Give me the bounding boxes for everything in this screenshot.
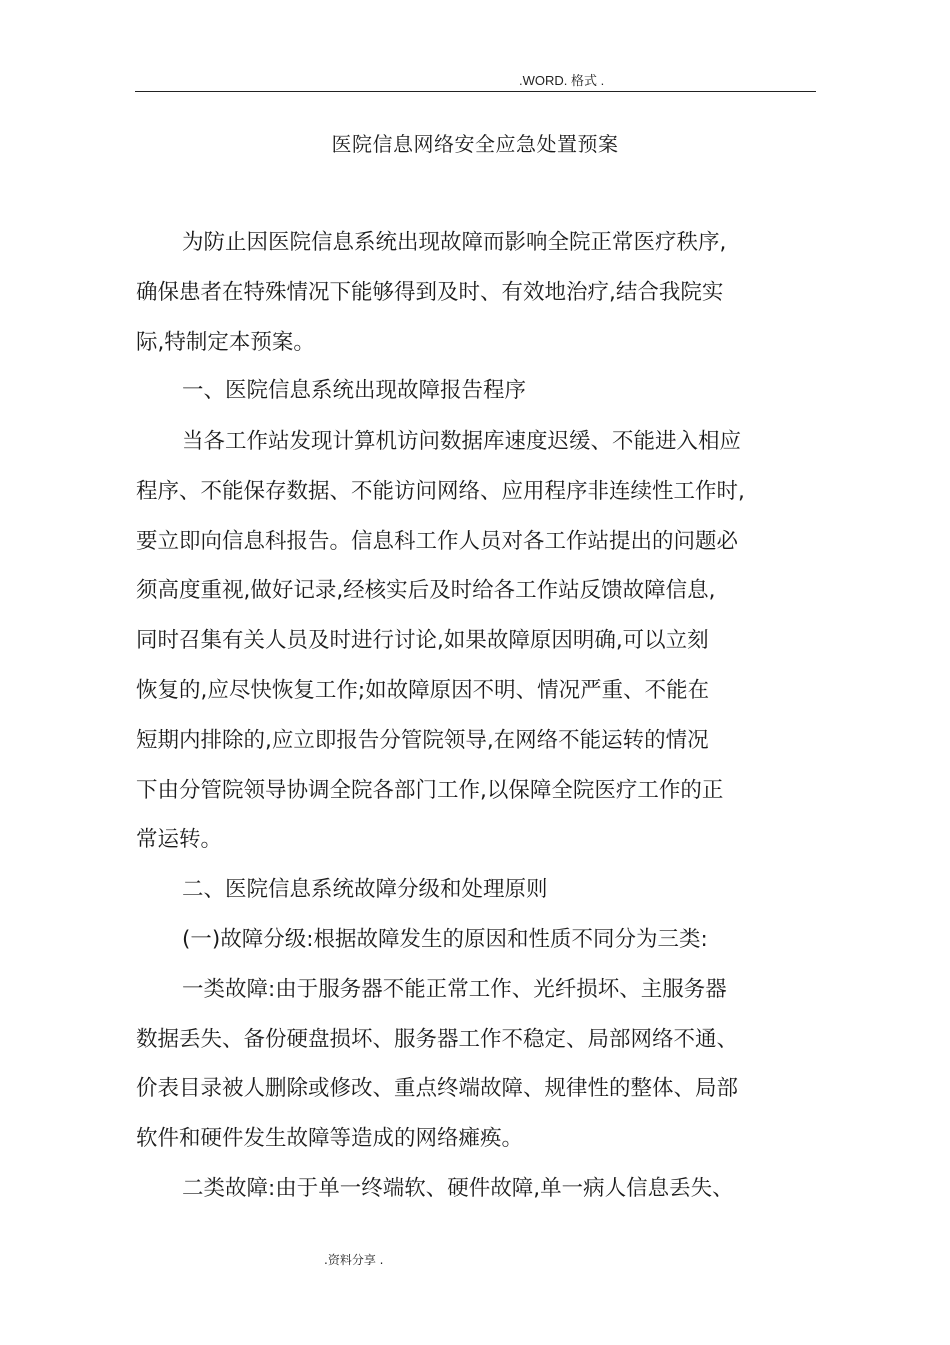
document-title: 医院信息网络安全应急处置预案 — [331, 132, 619, 156]
body-line: 际,特制定本预案。 — [136, 330, 315, 355]
body-line: 要立即向信息科报告。信息科工作人员对各工作站提出的问题必 — [136, 529, 739, 554]
body-line: 为防止因医院信息系统出现故障而影响全院正常医疗秩序, — [182, 230, 727, 255]
header-text: .WORD. 格式 . — [519, 73, 605, 88]
body-line: 当各工作站发现计算机访问数据库速度迟缓、不能进入相应 — [182, 429, 742, 454]
body-line: 短期内排除的,应立即报告分管院领导,在网络不能运转的情况 — [136, 728, 709, 753]
body-line: 价表目录被人删除或修改、重点终端故障、规律性的整体、局部 — [136, 1076, 739, 1101]
body-line: 须高度重视,做好记录,经核实后及时给各工作站反馈故障信息, — [136, 578, 716, 603]
body-line: 数据丢失、备份硬盘损坏、服务器工作不稳定、局部网络不通、 — [136, 1027, 739, 1052]
section-heading: 二、医院信息系统故障分级和处理原则 — [182, 877, 548, 902]
subsection-heading: (一)故障分级:根据故障发生的原因和性质不同分为三类: — [182, 927, 708, 952]
body-line: 程序、不能保存数据、不能访问网络、应用程序非连续性工作时, — [136, 479, 745, 504]
header-divider — [135, 91, 816, 92]
body-line: 恢复的,应尽快恢复工作;如故障原因不明、情况严重、不能在 — [136, 678, 710, 703]
section-heading: 一、医院信息系统出现故障报告程序 — [182, 378, 527, 403]
body-line: 二类故障:由于单一终端软、硬件故障,单一病人信息丢失、 — [182, 1176, 734, 1201]
body-line: 软件和硬件发生故障等造成的网络瘫痪。 — [136, 1126, 524, 1151]
page-footer: .资料分享 . — [324, 1253, 384, 1267]
body-line: 常运转。 — [136, 827, 223, 852]
body-line: 确保患者在特殊情况下能够得到及时、有效地治疗,结合我院实 — [136, 280, 724, 305]
body-line: 一类故障:由于服务器不能正常工作、光纤损坏、主服务器 — [182, 977, 727, 1002]
body-line: 下由分管院领导协调全院各部门工作,以保障全院医疗工作的正 — [136, 778, 724, 803]
body-line: 同时召集有关人员及时进行讨论,如果故障原因明确,可以立刻 — [136, 628, 709, 653]
